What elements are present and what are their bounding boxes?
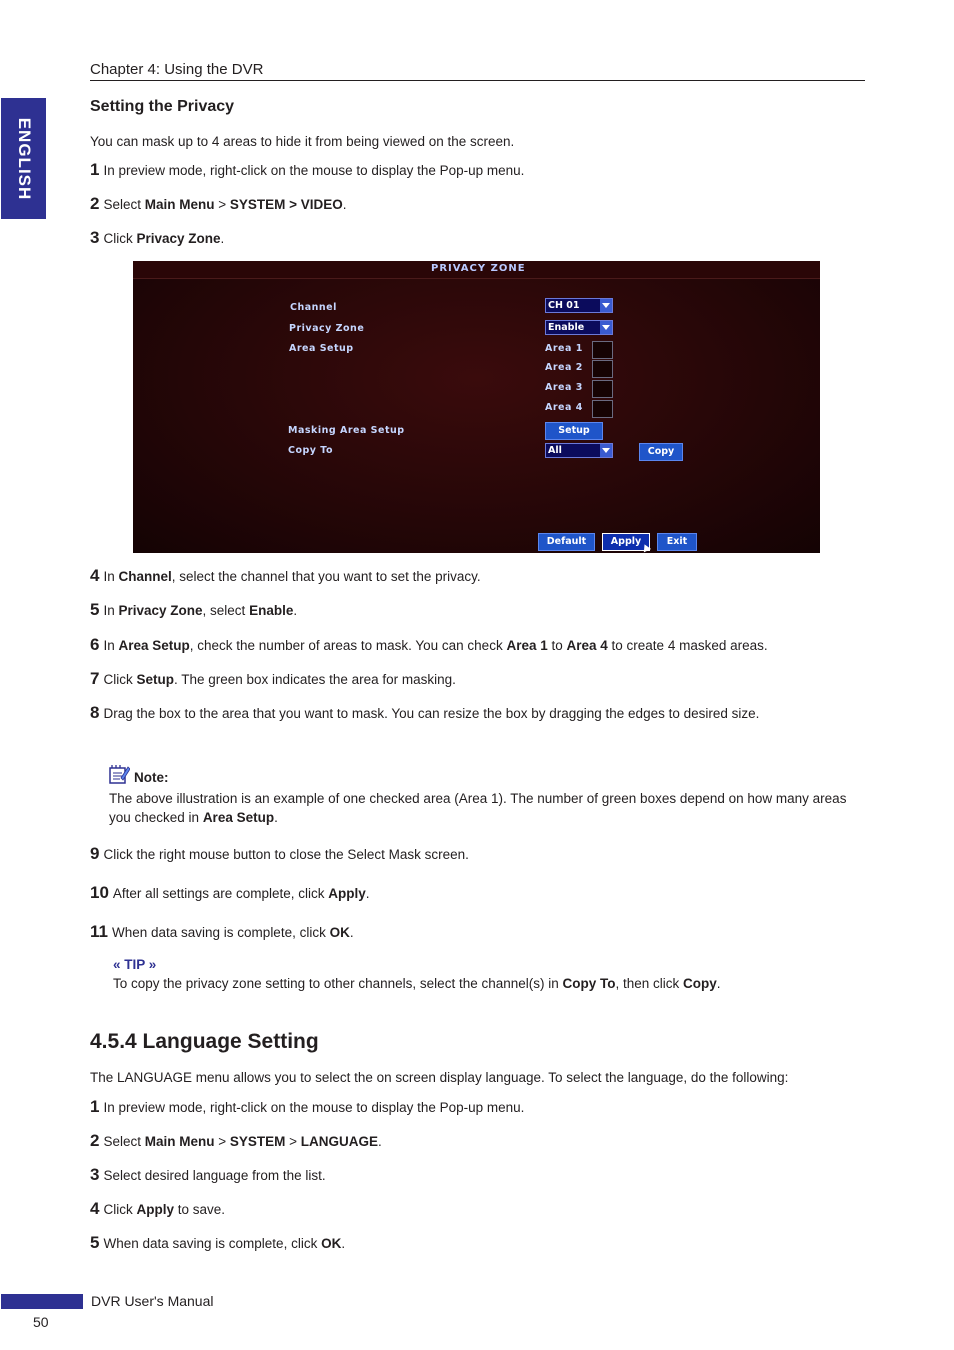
- step-2: [90, 194, 347, 215]
- text-run: , select the channel that you want to set the privacy.: [171, 569, 481, 584]
- dvr-title: PRIVACY ZONE: [431, 263, 526, 274]
- step-number: 3: [90, 228, 100, 247]
- text-run: Drag the box to the area that you want to mask. You can resize the box by dragging the edges to desired size.: [103, 706, 760, 721]
- step-1: [90, 160, 524, 181]
- area-2-label: Area 2: [545, 362, 583, 373]
- text-run: to save.: [173, 1202, 226, 1217]
- text-run: To copy the privacy zone setting to other channels, select the channel(s) in: [113, 976, 563, 991]
- step-number: 1: [90, 1097, 100, 1116]
- text-run: .: [274, 810, 278, 825]
- bold-text: Area 4: [566, 638, 608, 653]
- bold-text: Enable: [249, 603, 294, 618]
- step-number: 3: [90, 1165, 100, 1184]
- step-number: 10: [90, 883, 109, 902]
- bold-text: Main Menu: [144, 197, 215, 212]
- lang-step-5: [90, 1233, 345, 1254]
- step-number: 6: [90, 635, 100, 654]
- text-run: In preview mode, right-click on the mouse to display the Pop-up menu.: [103, 1100, 525, 1115]
- step-9: [90, 844, 469, 865]
- bold-text: OK: [329, 925, 350, 940]
- bold-text: Copy To: [562, 976, 616, 991]
- text-run: to create 4 masked areas.: [607, 638, 768, 653]
- step-11: [90, 922, 354, 943]
- copy-to-select[interactable]: [545, 443, 613, 458]
- bold-text: Area Setup: [118, 638, 190, 653]
- tip-title: « TIP »: [113, 957, 157, 972]
- bold-text: Area Setup: [202, 810, 275, 825]
- lang-step-1: [90, 1097, 524, 1118]
- area-setup-label: Area Setup: [289, 343, 354, 354]
- bold-text: Copy: [683, 976, 717, 991]
- step-number: 4: [90, 1199, 100, 1218]
- lang-step-3: [90, 1165, 326, 1186]
- copy-to-label: Copy To: [288, 445, 334, 456]
- step-number: 7: [90, 669, 100, 688]
- text-run: Select: [103, 1134, 145, 1149]
- text-run: .: [349, 925, 354, 940]
- channel-select[interactable]: [545, 298, 613, 313]
- masking-area-setup-label: Masking Area Setup: [288, 425, 405, 436]
- note-pad-icon: [108, 764, 130, 784]
- text-run: .: [220, 231, 225, 246]
- step-3: [90, 228, 224, 249]
- language-side-tab: [1, 98, 46, 219]
- step-10: [90, 883, 370, 904]
- channel-value: CH 01: [548, 300, 580, 311]
- step-number: 11: [90, 922, 108, 941]
- text-run: Click: [103, 672, 137, 687]
- text-run: >: [285, 1134, 301, 1149]
- privacy-zone-select[interactable]: [545, 320, 613, 335]
- text-run: Click: [103, 231, 137, 246]
- note-title: Note:: [134, 770, 169, 785]
- bold-text: Area 1: [506, 638, 548, 653]
- step-number: 4: [90, 566, 100, 585]
- chapter-header: Chapter 4: Using the DVR: [90, 61, 865, 81]
- footer-title: DVR User's Manual: [91, 1293, 214, 1309]
- text-run: In: [103, 603, 119, 618]
- area-3-label: Area 3: [545, 382, 583, 393]
- bold-text: Main Menu: [144, 1134, 215, 1149]
- bold-text: Channel: [118, 569, 172, 584]
- step-number: 9: [90, 844, 100, 863]
- copy-to-value: All: [548, 445, 562, 456]
- text-run: to: [547, 638, 567, 653]
- side-tab-label: ENGLISH: [14, 117, 34, 200]
- lang-step-2: [90, 1131, 382, 1152]
- step-5: [90, 600, 297, 621]
- tip-text: [113, 976, 721, 991]
- footer-bar: [1, 1294, 83, 1309]
- privacy-zone-label: Privacy Zone: [289, 323, 365, 334]
- text-run: In: [103, 638, 119, 653]
- step-6: [90, 635, 768, 656]
- step-number: 1: [90, 160, 100, 179]
- text-run: When data saving is complete, click: [111, 925, 330, 940]
- text-run: The above illustration is an example of one checked area (Area 1). The number of green boxes depend on how many areas you checked in: [109, 791, 847, 825]
- text-run: , select: [202, 603, 250, 618]
- area-1-checkbox[interactable]: [592, 341, 613, 359]
- section-title: Setting the Privacy: [90, 98, 235, 115]
- exit-button[interactable]: Exit: [657, 533, 697, 551]
- text-run: >: [214, 1134, 230, 1149]
- channel-label: Channel: [290, 302, 337, 313]
- step-number: 5: [90, 600, 100, 619]
- area-2-checkbox[interactable]: [592, 360, 613, 378]
- bold-text: Apply: [136, 1202, 174, 1217]
- bold-text: Privacy Zone: [118, 603, 203, 618]
- area-1-label: Area 1: [545, 343, 583, 354]
- chevron-down-icon: [600, 444, 612, 457]
- text-run: Select: [103, 197, 145, 212]
- text-run: , check the number of areas to mask. You can check: [189, 638, 507, 653]
- area-4-checkbox[interactable]: [592, 400, 613, 418]
- step-number: 2: [90, 194, 100, 213]
- bold-text: LANGUAGE: [300, 1134, 379, 1149]
- step-number: 2: [90, 1131, 100, 1150]
- chevron-down-icon: [600, 299, 612, 312]
- apply-button[interactable]: Apply: [602, 533, 650, 551]
- default-button[interactable]: Default: [538, 533, 595, 551]
- note-text: [109, 789, 869, 827]
- step-4: [90, 566, 481, 587]
- bold-text: OK: [321, 1236, 342, 1251]
- bold-text: Setup: [136, 672, 174, 687]
- step-8: [90, 703, 759, 724]
- text-run: .: [293, 603, 298, 618]
- text-run: .: [378, 1134, 382, 1149]
- step-7: [90, 669, 456, 690]
- text-run: . The green box indicates the area for masking.: [173, 672, 456, 687]
- text-run: When data saving is complete, click: [103, 1236, 322, 1251]
- text-run: , then click: [615, 976, 684, 991]
- privacy-zone-screenshot: [133, 261, 820, 553]
- text-run: .: [341, 1236, 346, 1251]
- language-section-intro: The LANGUAGE menu allows you to select the on screen display language. To select the language, do the following:: [90, 1070, 789, 1085]
- chevron-down-icon: [600, 321, 612, 334]
- text-run: >: [214, 197, 230, 212]
- text-run: .: [716, 976, 721, 991]
- lang-step-4: [90, 1199, 225, 1220]
- bold-text: Privacy Zone: [136, 231, 221, 246]
- text-run: .: [342, 197, 347, 212]
- step-number: 5: [90, 1233, 100, 1252]
- page-number: 50: [33, 1314, 49, 1330]
- bold-text: SYSTEM: [229, 1134, 286, 1149]
- text-run: Click the right mouse button to close the Select Mask screen.: [103, 847, 469, 862]
- area-4-label: Area 4: [545, 402, 583, 413]
- section-intro: You can mask up to 4 areas to hide it from being viewed on the screen.: [90, 134, 515, 149]
- privacy-zone-value: Enable: [548, 322, 585, 333]
- language-section-title: 4.5.4 Language Setting: [90, 1030, 319, 1053]
- text-run: In preview mode, right-click on the mouse to display the Pop-up menu.: [103, 163, 525, 178]
- setup-button[interactable]: Setup: [545, 422, 603, 440]
- text-run: Select desired language from the list.: [103, 1168, 326, 1183]
- text-run: .: [365, 886, 370, 901]
- copy-button[interactable]: Copy: [639, 443, 683, 461]
- area-3-checkbox[interactable]: [592, 380, 613, 398]
- text-run: In: [103, 569, 119, 584]
- bold-text: Apply: [328, 886, 366, 901]
- bold-text: SYSTEM > VIDEO: [229, 197, 343, 212]
- text-run: After all settings are complete, click: [112, 886, 329, 901]
- step-number: 8: [90, 703, 100, 722]
- text-run: Click: [103, 1202, 137, 1217]
